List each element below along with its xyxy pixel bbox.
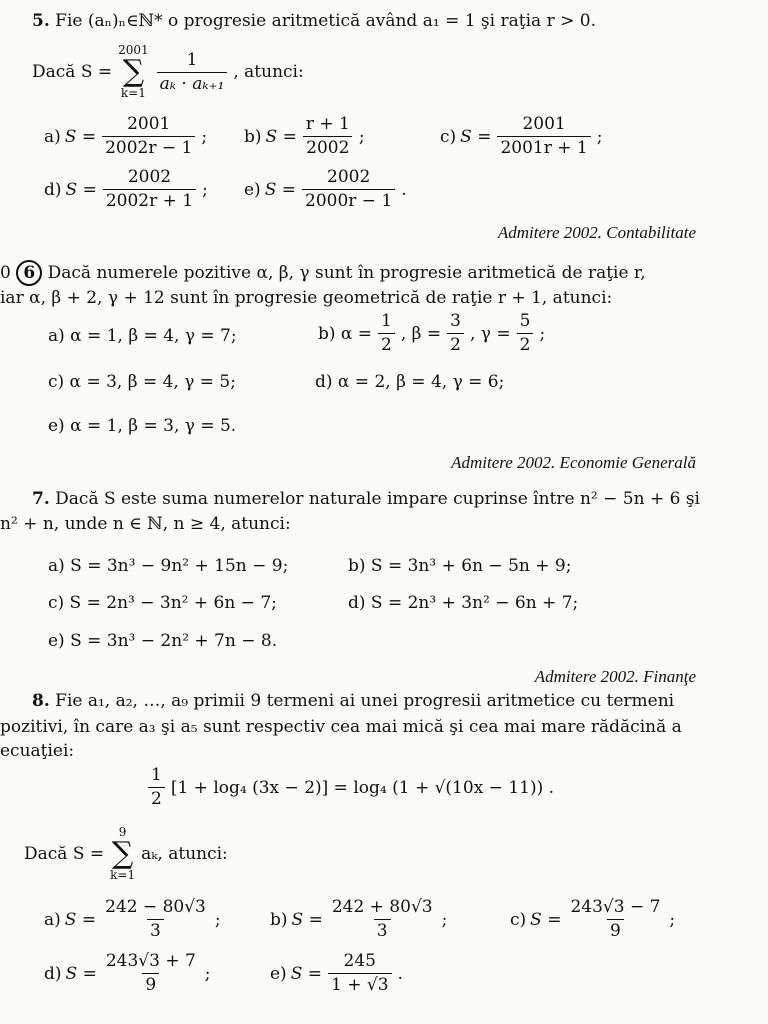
p8-option-b: [270, 898, 447, 941]
option-numerator: 242 + 80√3: [331, 897, 433, 917]
option-lhs: S =: [64, 909, 97, 930]
option-denominator: 9: [607, 919, 624, 941]
option-end: ;: [201, 126, 208, 147]
option-fraction: [328, 952, 392, 995]
problem-6-option-a: a) α = 1, β = 4, γ = 7;: [48, 326, 237, 346]
beta-num: 3: [450, 311, 461, 331]
option-label: e): [244, 179, 261, 200]
fraction-gamma: [517, 312, 534, 355]
problem-7-number: 7.: [32, 489, 50, 509]
option-label: c): [440, 126, 457, 147]
option-fraction: [303, 115, 353, 158]
option-numerator: 243√3 − 7: [570, 897, 661, 917]
option-fraction: [567, 898, 663, 941]
option-numerator: 2001: [522, 114, 566, 134]
alpha-den: 2: [378, 333, 395, 355]
problem-7-option-d: d) S = 2n³ + 3n² − 6n + 7;: [348, 593, 579, 613]
sep-gamma: , γ =: [470, 323, 511, 344]
option-numerator: 2002: [327, 167, 371, 187]
option-end: ;: [441, 909, 448, 930]
option-end: ;: [204, 963, 211, 984]
p8-option-a: [44, 898, 221, 941]
option-label: b): [270, 909, 288, 930]
problem-7-source: Admitere 2002. Finanţe: [534, 667, 696, 686]
option-denominator: 1 + √3: [328, 973, 392, 995]
beta-den: 2: [447, 333, 464, 355]
p5-option-c: [440, 115, 602, 158]
option-end: ;: [358, 126, 365, 147]
p8-option-d: [44, 952, 211, 995]
sum-prefix: Dacă S =: [32, 62, 113, 82]
option-end: ;: [596, 126, 603, 147]
option-label: b): [244, 126, 262, 147]
option-label: a): [44, 909, 61, 930]
sum8-symbol: 9 ∑ k=1: [110, 825, 136, 882]
gamma-den: 2: [517, 333, 534, 355]
half-den: 2: [148, 787, 165, 809]
problem-6-source: Admitere 2002. Economie Generală: [451, 453, 696, 472]
p5-option-b: [244, 115, 365, 158]
sum8-term: aₖ, atunci:: [141, 844, 228, 864]
summand-numerator: 1: [186, 49, 198, 70]
option-lhs: S =: [64, 126, 97, 147]
problem-5-number: 5.: [32, 11, 50, 31]
option-label: a): [44, 126, 61, 147]
problem-7-text-1: Dacă S este suma numerelor naturale impare cuprinse între n² − 5n + 6 şi: [55, 489, 700, 509]
problem-8-line-3: ecuaţiei:: [0, 741, 75, 761]
option-end: ;: [202, 179, 208, 200]
option-denominator: 9: [142, 973, 159, 995]
problem-8-line-2: pozitivi, în care a₃ şi a₅ sunt respectiv cea mai mică şi cea mai mare rădăcină a: [0, 717, 682, 737]
option-end: ;: [669, 909, 676, 930]
alpha-num: 1: [381, 311, 392, 331]
option-numerator: 2001: [127, 114, 171, 134]
problem-7-option-c: c) S = 2n³ − 3n² + 6n − 7;: [48, 593, 277, 613]
problem-6-option-e: e) α = 1, β = 3, γ = 5.: [48, 416, 237, 436]
p8-option-c: [510, 898, 675, 941]
option-end: .: [397, 963, 403, 984]
option-label: d): [44, 179, 62, 200]
problem-8-text-1: Fie a₁, a₂, …, a₉ primii 9 termeni ai unei progresii aritmetice cu termeni: [55, 691, 675, 711]
problem-8-sum-definition: [24, 826, 228, 882]
option-fraction: [103, 952, 199, 995]
option-denominator: 2000r − 1: [302, 189, 395, 211]
option-label: e): [270, 963, 287, 984]
option-end: .: [401, 179, 407, 200]
option-denominator: 2002r + 1: [103, 189, 196, 211]
option-b-end: ;: [539, 323, 546, 344]
margin-mark: 0: [0, 263, 11, 283]
problem-6-option-c: c) α = 3, β = 4, γ = 5;: [48, 372, 236, 392]
option-denominator: 3: [374, 919, 391, 941]
problem-6-number: 6: [16, 260, 42, 286]
problem-6-line-2: iar α, β + 2, γ + 12 sunt în progresie geometrică de raţie r + 1, atunci:: [0, 288, 613, 308]
sum-lower-limit: k=1: [120, 86, 146, 100]
equation-body: [1 + log₄ (3x − 2)] = log₄ (1 + √(10x − 11)) .: [170, 777, 555, 798]
half-num: 1: [151, 765, 162, 785]
sum-suffix: , atunci:: [233, 62, 304, 82]
problem-6-line-1: [0, 260, 646, 286]
problem-8-line-1: [32, 690, 674, 712]
sum8-prefix: Dacă S =: [24, 844, 105, 864]
fraction-alpha: [378, 312, 395, 355]
option-numerator: 2002: [127, 167, 172, 187]
option-b-label: b) α =: [318, 323, 373, 344]
problem-5-sum-definition: [32, 44, 304, 100]
option-numerator: r + 1: [305, 114, 350, 134]
problem-6-option-b: [318, 312, 545, 355]
option-lhs: S =: [460, 126, 492, 147]
sum8-upper-limit: 9: [118, 825, 127, 839]
option-lhs: S =: [264, 179, 296, 200]
option-label: c): [510, 909, 527, 930]
summand-denominator: aₖ · aₖ₊₁: [157, 72, 228, 94]
problem-7-line-2: n² + n, unde n ∈ ℕ, n ≥ 4, atunci:: [0, 514, 291, 534]
option-fraction: [302, 168, 395, 211]
problem-5-statement: [32, 10, 596, 32]
option-lhs: S =: [290, 963, 322, 984]
fraction-beta: [447, 312, 464, 355]
option-fraction: [102, 898, 209, 941]
option-denominator: 3: [147, 919, 164, 941]
option-denominator: 2002: [303, 136, 352, 158]
problem-7-option-e: e) S = 3n³ − 2n² + 7n − 8.: [48, 631, 278, 651]
sum8-lower-limit: k=1: [110, 868, 136, 882]
option-fraction: [102, 115, 195, 158]
option-end: ;: [214, 909, 221, 930]
option-numerator: 243√3 + 7: [105, 951, 196, 971]
problem-7-line-1: [32, 488, 700, 510]
problem-6-option-d: d) α = 2, β = 4, γ = 6;: [315, 372, 505, 392]
option-fraction: [329, 898, 436, 941]
option-fraction: [497, 115, 590, 158]
p5-option-d: [44, 168, 208, 211]
problem-8-equation: [146, 766, 554, 809]
option-numerator: 245: [343, 951, 376, 971]
sum-symbol: 2001 ∑ k=1: [118, 43, 149, 100]
p8-option-e: [270, 952, 403, 995]
option-label: d): [44, 963, 62, 984]
p5-option-e: [244, 168, 407, 211]
half-fraction: [148, 766, 165, 809]
problem-5-source: Admitere 2002. Contabilitate: [497, 223, 696, 242]
problem-6-text-1: Dacă numerele pozitive α, β, γ sunt în progresie aritmetică de raţie r,: [47, 263, 646, 283]
p5-option-a: [44, 115, 207, 158]
problem-8-number: 8.: [32, 691, 50, 711]
sep-beta: , β =: [400, 323, 442, 344]
option-denominator: 2002r − 1: [102, 136, 195, 158]
problem-7-option-b: b) S = 3n³ + 6n − 5n + 9;: [348, 556, 572, 576]
option-lhs: S =: [265, 126, 297, 147]
option-fraction: [103, 168, 196, 211]
problem-5-text: Fie (aₙ)ₙ∈ℕ* o progresie aritmetică având a₁ = 1 şi raţia r > 0.: [55, 11, 596, 31]
option-lhs: S =: [65, 963, 97, 984]
option-denominator: 2001r + 1: [497, 136, 590, 158]
option-lhs: S =: [65, 179, 97, 200]
option-numerator: 242 − 80√3: [105, 897, 206, 917]
option-lhs: S =: [291, 909, 323, 930]
sum-upper-limit: 2001: [118, 43, 149, 57]
summand-fraction: [157, 51, 228, 94]
gamma-num: 5: [519, 311, 531, 331]
option-lhs: S =: [530, 909, 562, 930]
problem-7-option-a: a) S = 3n³ − 9n² + 15n − 9;: [48, 556, 289, 576]
